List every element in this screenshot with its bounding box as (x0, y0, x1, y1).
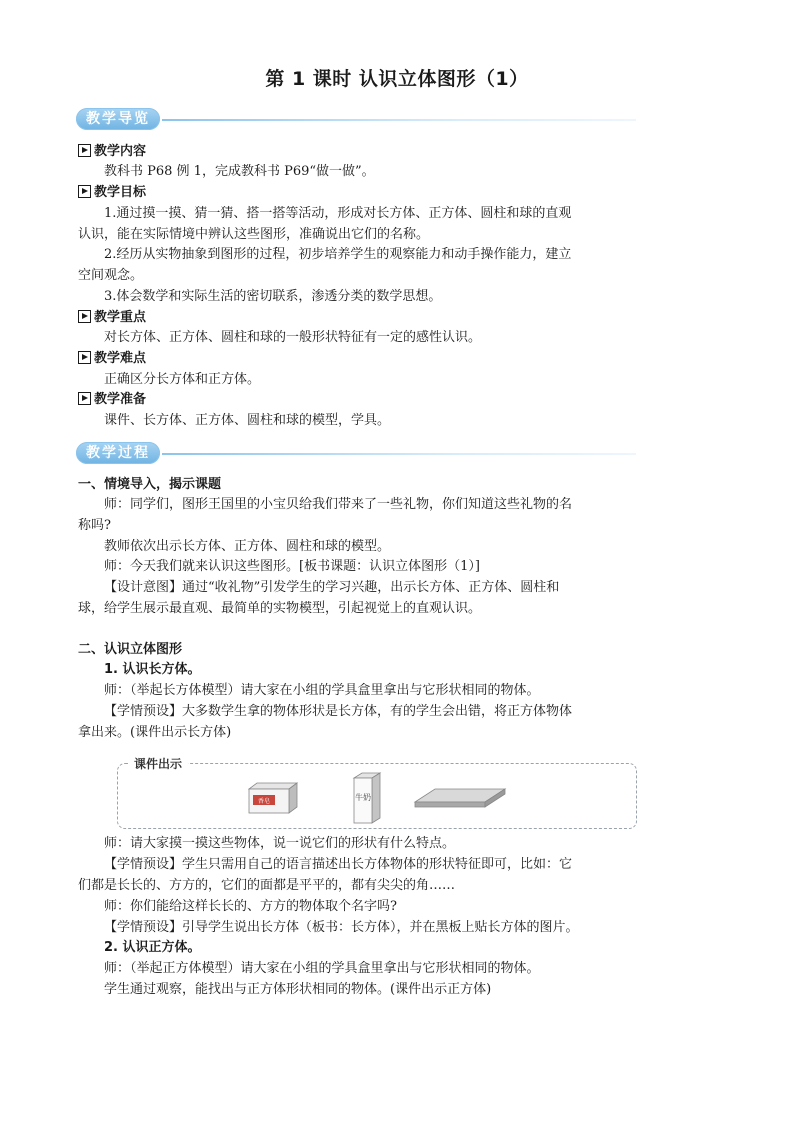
guide-banner-label: 教学导览 (76, 108, 160, 130)
play-icon (78, 185, 91, 198)
para-line: 师：（举起正方体模型）请大家在小组的学具盒里拿出与它形状相同的物体。 (104, 961, 540, 976)
courseware-display-box (117, 757, 637, 829)
para-line: 拿出来。(课件出示长方体) (78, 725, 232, 740)
design-intent-line: 球，给学生展示最直观、最简单的实物模型，引起视觉上的直观认识。 (78, 601, 482, 616)
para-line: 教师依次出示长方体、正方体、圆柱和球的模型。 (104, 539, 391, 554)
flat-board-image (413, 786, 507, 812)
para-line: 【学情预设】学生只需用自己的语言描述出长方体物体的形状特征即可，比如：它 (104, 857, 573, 872)
banner-rule (162, 453, 636, 455)
prep-text: 课件、长方体、正方体、圆柱和球的模型，学具。 (104, 413, 391, 428)
section-heading-goals: 教学目标 (78, 184, 146, 202)
goal-2-line-2: 空间观念。 (78, 268, 144, 283)
content-text: 教科书 P68 例 1，完成教科书 P69“做一做”。 (104, 164, 375, 179)
milk-carton-image (350, 770, 384, 826)
milk-carton-label: 牛奶 (355, 793, 371, 802)
banner-rule (162, 119, 636, 121)
goal-1-line-2: 认识，能在实际情境中辨认这些图形，准确说出它们的名称。 (78, 227, 430, 242)
para-line: 称吗? (78, 518, 111, 533)
para-line: 师：你们能给这样长长的、方方的物体取个名字吗? (104, 899, 397, 914)
guide-banner (76, 108, 636, 130)
page-title: 第 1 课时 认识立体图形（1） (265, 68, 529, 90)
para-line: 【学情预设】大多数学生拿的物体形状是长方体，有的学生会出错，将正方体物体 (104, 704, 573, 719)
section-heading-content: 教学内容 (78, 143, 146, 161)
design-intent-line: 【设计意图】通过“收礼物”引发学生的学习兴趣，出示长方体、正方体、圆柱和 (104, 580, 560, 595)
para-line: 【学情预设】引导学生说出长方体（板书：长方体），并在黑板上贴长方体的图片。 (104, 920, 579, 935)
section-heading-key: 教学重点 (78, 309, 146, 327)
para-line: 们都是长长的、方方的，它们的面都是平平的，都有尖尖的角…… (78, 878, 456, 893)
section-1-heading: 一、情境导入，揭示课题 (78, 477, 222, 492)
para-line: 师：今天我们就来认识这些图形。[板书课题：认识立体图形（1）] (104, 559, 480, 574)
play-icon (78, 392, 91, 405)
play-icon (78, 310, 91, 323)
play-icon (78, 144, 91, 157)
para-line: 师：请大家摸一摸这些物体，说一说它们的形状有什么特点。 (104, 836, 456, 851)
key-text: 对长方体、正方体、圆柱和球的一般形状特征有一定的感性认识。 (104, 330, 482, 345)
para-line: 师：同学们，图形王国里的小宝贝给我们带来了一些礼物，你们知道这些礼物的名 (104, 497, 573, 512)
goal-1-line-1: 1.通过摸一摸、猜一猜、搭一搭等活动，形成对长方体、正方体、圆柱和球的直观 (104, 206, 572, 221)
para-line: 师：（举起长方体模型）请大家在小组的学具盒里拿出与它形状相同的物体。 (104, 683, 540, 698)
process-banner-label: 教学过程 (76, 442, 160, 464)
courseware-label: 课件出示 (128, 755, 188, 772)
section-2-heading: 二、认识立体图形 (78, 642, 183, 657)
goal-3: 3.体会数学和实际生活的密切联系，渗透分类的数学思想。 (104, 289, 442, 304)
section-heading-prep: 教学准备 (78, 391, 146, 409)
difficulty-text: 正确区分长方体和正方体。 (104, 372, 261, 387)
section-heading-difficulty: 教学难点 (78, 350, 146, 368)
process-banner (76, 442, 636, 464)
play-icon (78, 351, 91, 364)
soap-box-label: 香皂 (257, 798, 271, 805)
goal-2-line-1: 2.经历从实物抽象到图形的过程，初步培养学生的观察能力和动手操作能力，建立 (104, 247, 572, 262)
soap-box-image (245, 779, 301, 815)
subsection-cuboid-heading: 1. 认识长方体。 (104, 662, 201, 677)
para-line: 学生通过观察，能找出与正方体形状相同的物体。(课件出示正方体) (104, 982, 492, 997)
subsection-cube-heading: 2. 认识正方体。 (104, 940, 201, 955)
